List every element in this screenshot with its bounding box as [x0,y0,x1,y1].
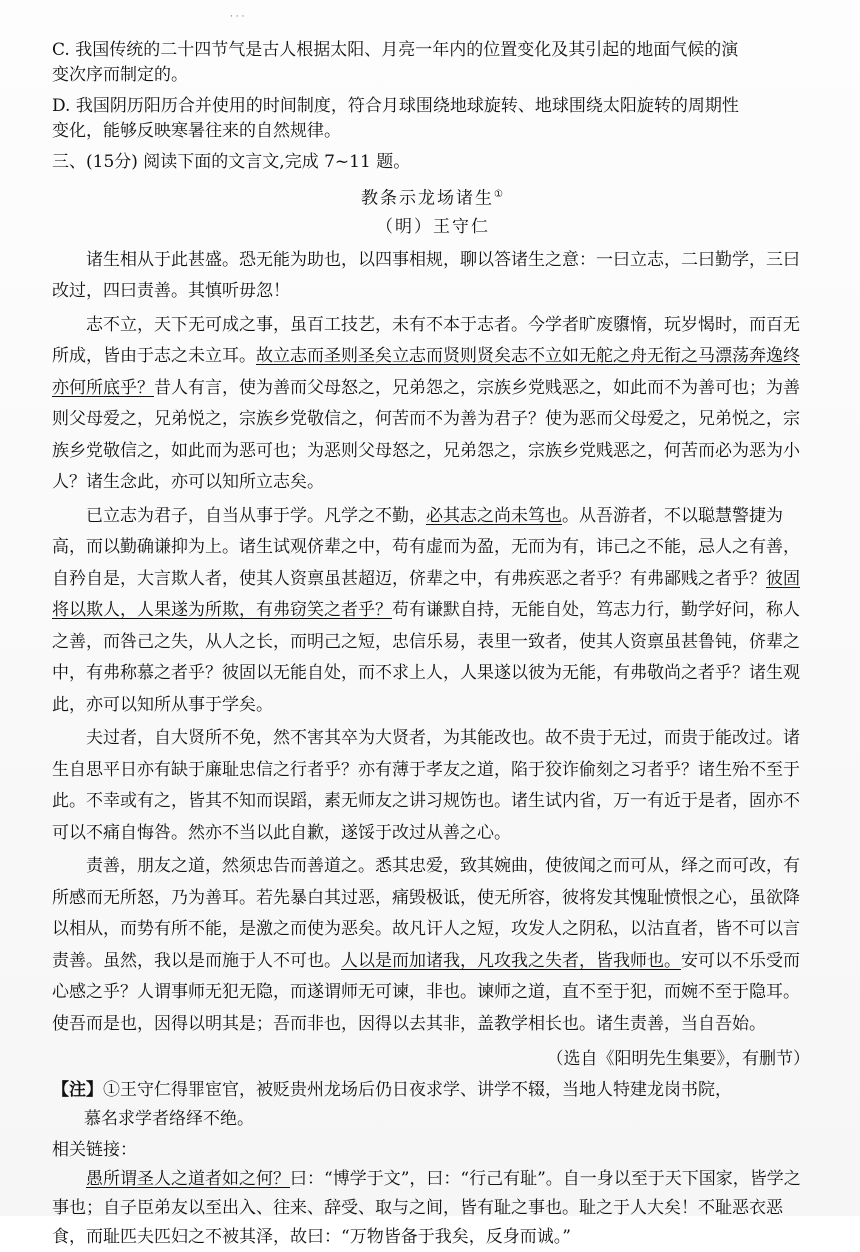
footnote-label: 【注】 [52,1080,103,1101]
article-author: （明）王守仁 [376,216,490,237]
related-link-text: 曰：“博学于文”，曰：“行己有耻”。自一身以至于天下国家，皆学之事也；自子臣弟友以至出入、往来、辞受、取与之间，皆有耻之事也。耻之于人大矣！不耻恶衣恶食，而耻匹夫匹妇之不被其泽，故曰：“万物皆备于我矣，反身而诚。” [52,1169,801,1248]
underlined-phrase-2: 必其志之尚未笃也 [426,505,562,526]
option-c-line2: 变次序而制定的。 [52,65,188,85]
paragraph-1: 诸生相从于此甚盛。恐无能为助也，以四事相规，聊以答诸生之意：一曰立志，二曰勤学，三曰改过，四曰责善。其慎听毋忽！ [52,249,800,302]
paragraph-2-text-a: 志不立，天下无可成之事，虽百工技艺，未有不本于志者。今学者旷废隳惰，玩岁愒时，而百无所成，皆由于志之未立耳。 [52,314,800,367]
underlined-sentence-1: 故立志而圣则圣矣立志而贤则贤矣志不立如无舵之舟无衔之马漂荡奔逸终亦何所底乎？ [52,346,800,398]
footnote [52,1076,814,1134]
paragraph-3-text-c: 苟有谦默自持，无能自处，笃志力行，勤学好问，称人之善，而咎己之失，从人之长，而明己之短，忠信乐易，表里一致者，使其人资禀虽甚鲁钝，侪辈之中，有弗称慕之者乎？彼固以无能自处，而不求上人，人果遂以彼为无能，有弗敬尚之者乎？诸生观此，亦可以知所从事于学矣。 [52,600,800,715]
paragraph-2 [52,310,814,499]
paragraph-5-text-b: 安可以不乐受而心感之乎？人谓事师无犯无隐，而遂谓师无可谏，非也。谏师之道，直不至于犯，而婉不至于隐耳。使吾而是也，因得以明其是；吾而非也，因得以去其非，盖教学相长也。诸生责善，当自吾始。 [52,950,800,1034]
option-c-line1: C. 我国传统的二十四节气是古人根据太阳、月亮一年内的位置变化及其引起的地面气候的演 [52,40,739,60]
underlined-sentence-4: 人以是而加诸我，凡攻我之失者，皆我师也。 [341,950,681,971]
underlined-sentence-3: 彼固将以欺人，人果遂为所欺，有弗窃笑之者乎？ [52,568,800,621]
footnote-text-1: ①王守仁得罪宦官，被贬贵州龙场后仍日夜求学、讲学不辍，当地人特建龙岗书院， [103,1080,732,1101]
footnote-line2: 慕名求学者络绎不绝。 [84,1109,254,1130]
paragraph-4: 夫过者，自大贤所不免，然不害其卒为大贤者，为其能改也。故不贵于无过，而贵于能改过。诸生自思平日亦有缺于廉耻忠信之行者乎？亦有薄于孝友之道，陷于狡诈偷刻之习者乎？诸生殆不至于此。不幸或有之，皆其不知而误蹈，素无师友之讲习规饬也。诸生试内省，万一有近于是者，固亦不可以不痛自悔咎。然亦不当以此自歉，遂馁于改过从善之心。 [52,728,800,843]
related-link-paragraph [52,1165,814,1252]
paragraph-3-text-b: 。从吾游者，不以聪慧警捷为高，而以勤确谦抑为上。诸生试观侪辈之中，苟有虚而为盈，无而为有，讳己之不能，忌人之有善，自矜自是，大言欺人者，使其人资禀虽甚超迈，侪辈之中，有弗疾恶之者乎？有弗鄙贱之者乎？ [52,505,800,589]
section-heading: 三、(15分) 阅读下面的文言文,完成 7~11 题。 [52,152,411,172]
paragraph-3 [52,501,814,722]
paragraph-2-text-b: 昔人有言，使为善而父母怒之，兄弟怨之，宗族乡党贱恶之，如此而不为善可也；为善则父母爱之，兄弟悦之，宗族乡党敬信之，何苦而不为善为君子？使为恶而父母爱之，兄弟悦之，宗族乡党敬信之，如此而为恶可也；为恶则父母怒之，兄弟怨之，宗族乡党贱恶之，何苦而必为恶为小人？诸生念此，亦可以知所立志矣。 [52,377,800,493]
paragraph-5-text-a: 责善，朋友之道，然须忠告而善道之。悉其忠爱，致其婉曲，使彼闻之而可从，绎之而可改，有所感而无所怒，乃为善耳。若先暴白其过恶，痛毁极诋，使无所容，彼将发其愧耻愤恨之心，虽欲降以相从，而势有所不能，是激之而使为恶矣。故凡讦人之短，攻发人之阴私，以沽直者，皆不可以言责善。虽然，我以是而施于人不可也。 [52,856,800,971]
option-d-line1: D. 我国阴历阳历合并使用的时间制度，符合月球围绕地球旋转、地球围绕太阳旋转的周期性 [52,96,739,116]
scan-specks: · · · [230,12,245,22]
article-title-text: 教条示龙场诸生 [361,188,495,209]
option-d-line2: 变化，能够反映寒暑往来的自然规律。 [52,121,341,141]
article-title [52,183,814,211]
option-c [52,38,814,88]
source-citation: （选自《阳明先生集要》，有删节） [546,1049,810,1070]
title-note-mark: ① [494,189,505,200]
related-link-label: 相关链接： [52,1140,137,1161]
option-d [52,94,814,144]
related-underlined-question: 愚所谓圣人之道者如之何？ [86,1169,290,1190]
paragraph-5 [52,851,814,1040]
paragraph-3-text-a: 已立志为君子，自当从事于学。凡学之不勤， [86,505,426,526]
footnote-line1 [52,1076,814,1105]
